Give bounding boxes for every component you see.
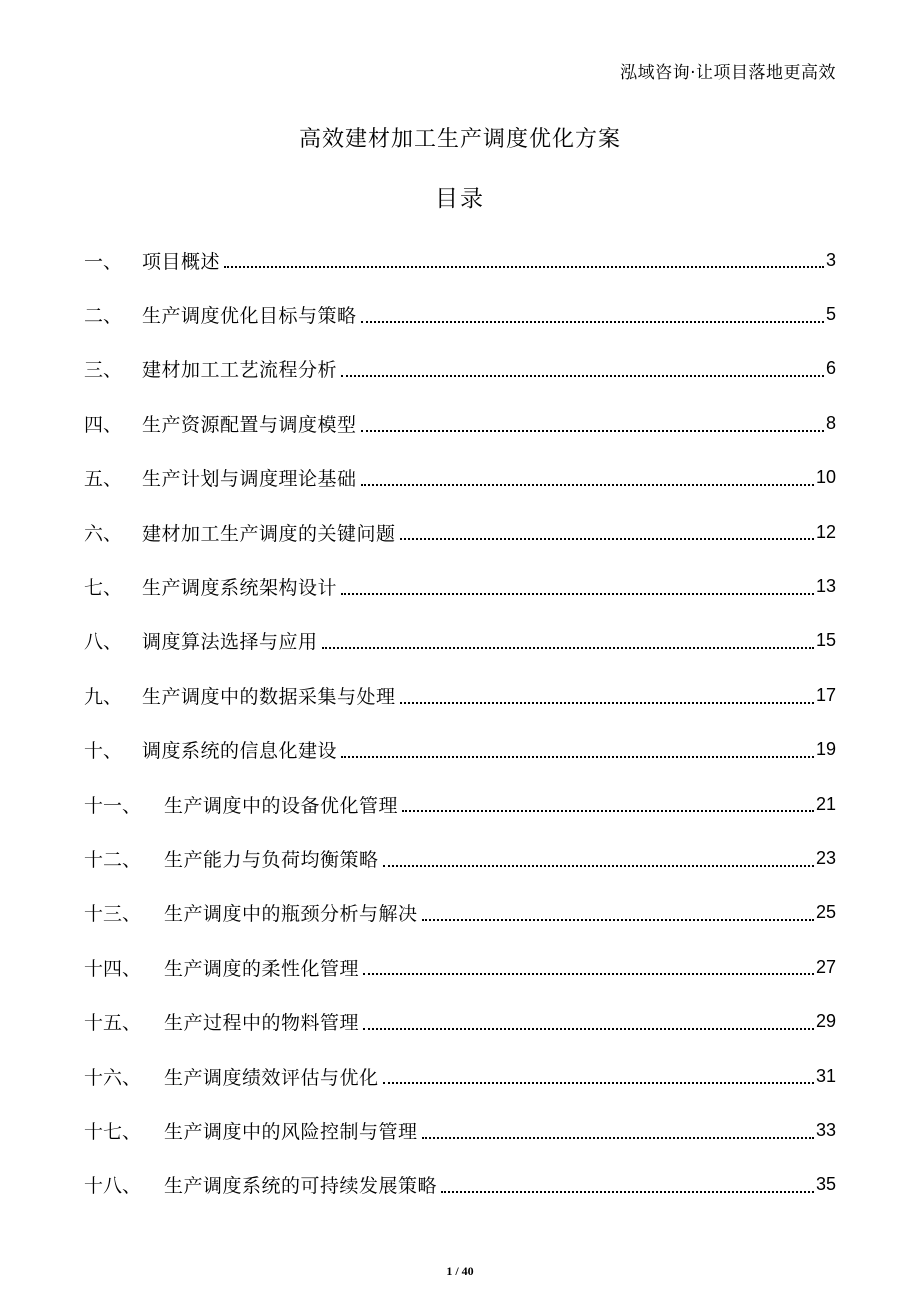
- toc-entry-title: 生产调度中的设备优化管理: [164, 794, 399, 817]
- toc-dot-leader: [341, 756, 814, 758]
- toc-entry-number: 十七、: [84, 1120, 142, 1143]
- toc-entry-title: 生产资源配置与调度模型: [142, 413, 357, 436]
- toc-entry-title: 调度算法选择与应用: [142, 631, 318, 654]
- toc-entry-page: 25: [815, 902, 836, 923]
- toc-entry[interactable]: [84, 233, 836, 287]
- toc-entry-title: 生产调度绩效评估与优化: [164, 1066, 379, 1089]
- toc-entry-page: 13: [815, 576, 836, 597]
- toc-entry-page: 12: [815, 521, 836, 542]
- toc-entry[interactable]: [84, 1158, 836, 1212]
- toc-entry-title: 建材加工工艺流程分析: [142, 359, 338, 382]
- toc-entry-title: 项目概述: [142, 250, 221, 273]
- toc-entry-title: 生产调度中的风险控制与管理: [164, 1120, 418, 1143]
- toc-dot-leader: [361, 430, 824, 432]
- toc-entry[interactable]: [84, 342, 836, 396]
- toc-entry-title: 生产调度系统的可持续发展策略: [164, 1175, 438, 1198]
- toc-heading: 目录: [435, 186, 485, 212]
- toc-entry-title: 调度系统的信息化建设: [142, 740, 338, 763]
- toc-dot-leader: [422, 919, 814, 921]
- toc-entry-page: 21: [815, 793, 836, 814]
- toc-dot-leader: [422, 1137, 814, 1139]
- document-title: 高效建材加工生产调度优化方案: [298, 127, 621, 152]
- toc-entry-number: 十二、: [84, 848, 142, 871]
- toc-entry-title: 生产调度系统架构设计: [142, 577, 338, 600]
- toc-entry-number: 五、: [84, 468, 123, 491]
- toc-dot-leader: [361, 321, 824, 323]
- toc-entry-page: 31: [815, 1065, 836, 1086]
- toc-dot-leader: [322, 647, 814, 649]
- toc-entry-page: 5: [825, 304, 836, 325]
- toc-entry-number: 一、: [84, 250, 123, 273]
- toc-entry[interactable]: [84, 723, 836, 777]
- toc-entry-page: 27: [815, 956, 836, 977]
- toc-entry[interactable]: [84, 559, 836, 613]
- toc-dot-leader: [383, 1082, 814, 1084]
- toc-entry[interactable]: [84, 940, 836, 994]
- toc-entry-title: 生产能力与负荷均衡策略: [164, 848, 379, 871]
- toc-entry-number: 七、: [84, 577, 123, 600]
- toc-dot-leader: [363, 973, 814, 975]
- toc-entry-number: 四、: [84, 413, 123, 436]
- toc-entry-title: 生产过程中的物料管理: [164, 1012, 360, 1035]
- toc-entry-page: 6: [825, 358, 836, 379]
- toc-entry-number: 十三、: [84, 903, 142, 926]
- toc-entry[interactable]: [84, 777, 836, 831]
- toc-entry-page: 3: [825, 249, 836, 270]
- toc-entry[interactable]: [84, 994, 836, 1048]
- toc-entry-number: 八、: [84, 631, 123, 654]
- table-of-contents: [84, 233, 836, 1212]
- toc-entry-page: 35: [815, 1174, 836, 1195]
- toc-entry-page: 19: [815, 739, 836, 760]
- toc-dot-leader: [383, 865, 814, 867]
- toc-entry-number: 十一、: [84, 794, 142, 817]
- toc-entry[interactable]: [84, 614, 836, 668]
- toc-entry-title: 生产计划与调度理论基础: [142, 468, 357, 491]
- toc-entry-page: 29: [815, 1011, 836, 1032]
- toc-entry-page: 23: [815, 847, 836, 868]
- toc-entry-page: 15: [815, 630, 836, 651]
- toc-entry[interactable]: [84, 1103, 836, 1157]
- toc-entry-page: 8: [825, 412, 836, 433]
- toc-dot-leader: [224, 266, 824, 268]
- toc-entry[interactable]: [84, 451, 836, 505]
- toc-entry[interactable]: [84, 396, 836, 450]
- toc-entry-title: 生产调度的柔性化管理: [164, 957, 360, 980]
- toc-entry-number: 十五、: [84, 1012, 142, 1035]
- toc-entry[interactable]: [84, 1049, 836, 1103]
- toc-entry[interactable]: [84, 886, 836, 940]
- toc-entry-number: 三、: [84, 359, 123, 382]
- toc-entry-number: 十八、: [84, 1175, 142, 1198]
- toc-entry-title: 建材加工生产调度的关键问题: [142, 522, 396, 545]
- toc-dot-leader: [363, 1028, 814, 1030]
- toc-dot-leader: [341, 593, 814, 595]
- toc-dot-leader: [402, 810, 814, 812]
- toc-entry-number: 十六、: [84, 1066, 142, 1089]
- toc-dot-leader: [400, 538, 814, 540]
- toc-entry-page: 17: [815, 684, 836, 705]
- toc-entry[interactable]: [84, 831, 836, 885]
- toc-entry[interactable]: [84, 505, 836, 559]
- toc-dot-leader: [341, 375, 824, 377]
- toc-entry-number: 二、: [84, 305, 123, 328]
- toc-entry-number: 十四、: [84, 957, 142, 980]
- toc-entry-number: 十、: [84, 740, 123, 763]
- toc-entry-page: 33: [815, 1119, 836, 1140]
- header-slogan: 泓域咨询·让项目落地更高效: [620, 63, 836, 83]
- toc-entry[interactable]: [84, 668, 836, 722]
- toc-entry[interactable]: [84, 287, 836, 341]
- toc-dot-leader: [400, 702, 814, 704]
- page-number: 1 / 40: [446, 1264, 474, 1278]
- toc-dot-leader: [361, 484, 814, 486]
- toc-entry-page: 10: [815, 467, 836, 488]
- toc-entry-title: 生产调度中的数据采集与处理: [142, 685, 396, 708]
- toc-entry-number: 六、: [84, 522, 123, 545]
- toc-entry-title: 生产调度优化目标与策略: [142, 305, 357, 328]
- toc-entry-title: 生产调度中的瓶颈分析与解决: [164, 903, 418, 926]
- toc-entry-number: 九、: [84, 685, 123, 708]
- toc-dot-leader: [441, 1191, 814, 1193]
